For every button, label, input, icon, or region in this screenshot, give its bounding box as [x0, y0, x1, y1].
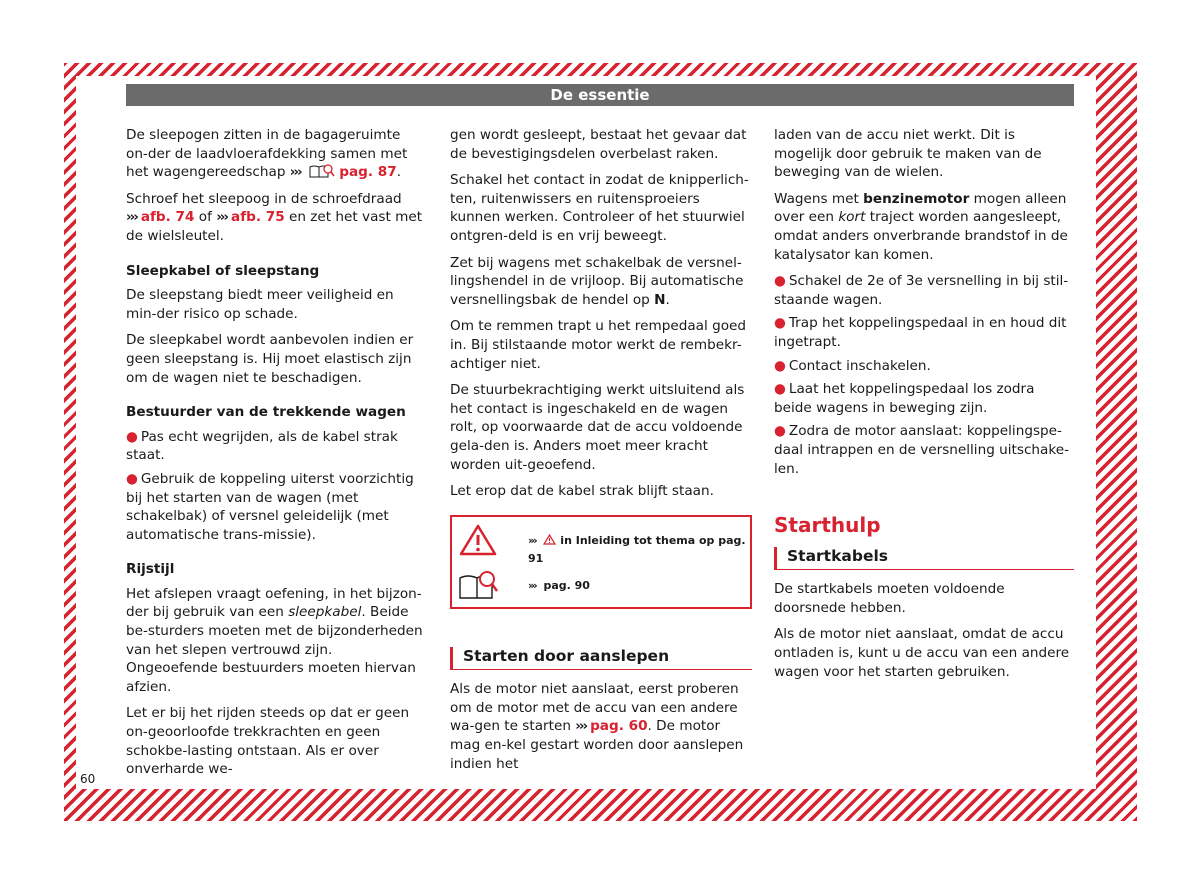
section-title: Startkabels: [774, 547, 1074, 571]
paragraph: Let erop dat de kabel strak blijft staan.: [450, 483, 714, 500]
paragraph: Wagens met benzinemotor mogen alleen over een kort traject worden aangesleept, omdat anders onverbrande brandstof in de katalysator kan komen.: [774, 190, 1068, 263]
page-number: 60: [80, 772, 96, 786]
bullet-icon: ●: [774, 315, 786, 332]
manual-row: [452, 562, 750, 607]
paragraph: gen wordt gesleept, bestaat het gevaar dat de bevestigingsdelen overbelast raken.: [450, 127, 747, 162]
chapter-title: Starthulp: [774, 513, 881, 538]
link-arrows-icon: ›››: [528, 533, 536, 547]
paragraph: De sleepstang biedt meer veiligheid en min-der risico op schade.: [126, 287, 394, 322]
paragraph: Het afslepen vraagt oefening, in het bijzon-der bij gebruik van een sleepkabel. Beide be-sturders moeten met de bijzonderheden van het slepen vertrouwd zijn. Ongeoefende bestuurders moeten hiervan afzien.: [126, 585, 423, 695]
paragraph: Let er bij het rijden steeds op dat er geen on-geoorloofde trekkrachten en geen schokbe-lasting ontstaan. Als er over onverharde we-: [126, 705, 410, 778]
list-item: ● Laat het koppelingspedaal los zodra beide wagens in beweging zijn.: [774, 381, 1035, 416]
section-title: Starten door aanslepen: [450, 647, 752, 671]
column-1: [126, 126, 426, 787]
list-item: ● Schakel de 2e of 3e versnelling in bij stil-staande wagen.: [774, 273, 1069, 308]
link-arrows-icon: ›››: [216, 209, 228, 226]
paragraph: De sleepkabel wordt aanbevolen indien er geen sleepstang is. Hij moet elastisch zijn om de wagen niet te beschadigen.: [126, 332, 414, 386]
paragraph: Als de motor niet aanslaat, omdat de accu ontladen is, kunt u de accu van een andere wagen voor het starten gebruiken.: [774, 626, 1070, 680]
bullet-icon: ●: [126, 428, 138, 445]
bullet-icon: ●: [774, 381, 786, 398]
list-item: ● Trap het koppelingspedaal in en houd dit ingetrapt.: [774, 315, 1067, 350]
warning-reference[interactable]: ››› in Inleiding tot thema op pag. 91: [528, 533, 746, 566]
bullet-icon: ●: [774, 273, 786, 290]
list-item: ● Gebruik de koppeling uiterst voorzichtig bij het starten van de wagen (met schakelbak) of versnel geleidelijk (met automatische trans-missie).: [126, 470, 414, 543]
column-2: [450, 126, 752, 781]
figure-reference-link[interactable]: afb. 74: [140, 209, 195, 226]
paragraph: Om te remmen trapt u het rempedaal goed in. Bij stilstaande motor werkt de rembekr-achtiger niet.: [450, 318, 747, 372]
figure-reference-link[interactable]: afb. 75: [231, 209, 285, 226]
page-reference-link[interactable]: pag. 87: [339, 164, 397, 181]
subheading: Rijstijl: [126, 561, 175, 578]
bullet-icon: ●: [774, 423, 786, 440]
manual-reference[interactable]: ››› pag. 90: [528, 578, 590, 592]
column-3: [774, 126, 1074, 689]
warning-triangle-icon: [458, 523, 498, 557]
bullet-icon: ●: [774, 357, 786, 374]
link-arrows-icon: ›››: [528, 578, 536, 592]
list-item: ● Pas echt wegrijden, als de kabel strak staat.: [126, 428, 398, 464]
list-item: ● Contact inschakelen.: [774, 357, 931, 374]
paragraph: Schakel het contact in zodat de knipperlich-ten, ruitenwissers en ruitensproeiers kunnen werken. Controleer of het stuurwiel ontgren-deld is en vrij beweegt.: [450, 172, 749, 244]
warning-row: [452, 517, 750, 566]
link-arrows-icon: ›››: [126, 209, 137, 226]
subheading: Bestuurder van de trekkende wagen: [126, 404, 406, 421]
paragraph: De sleepogen zitten in de bagageruimte on-der de laadvloerafdekking samen met het wagengereedschap ››› pag. 87.: [126, 127, 408, 181]
list-item: ● Zodra de motor aanslaat: koppelingspe-daal intrappen en de versnelling uitschake-len.: [774, 423, 1070, 477]
paragraph: Schroef het sleepoog in de schroefdraad ››› afb. 74 of ››› afb. 75 en zet het vast met de wielsleutel.: [126, 190, 423, 244]
paragraph: Zet bij wagens met schakelbak de versnel-lingshendel in de vrijloop. Bij automatische versnellingsbak de hendel op N.: [450, 254, 744, 308]
page-reference-link[interactable]: pag. 60: [590, 718, 648, 735]
page-header: De essentie: [126, 84, 1074, 106]
book-magnifier-icon: [309, 164, 335, 178]
paragraph: De stuurbekrachtiging werkt uitsluitend als het contact is ingeschakeld en de wagen rolt, op voorwaarde dat de accu voldoende gela-den is. Anders moet meer kracht worden uit-geoefend.: [450, 382, 745, 473]
paragraph: laden van de accu niet werkt. Dit is mogelijk door gebruik te maken van de beweging van de wielen.: [774, 127, 1042, 181]
paragraph: De startkabels moeten voldoende doorsnede hebben.: [774, 581, 1005, 616]
small-warning-icon: [543, 534, 556, 545]
bullet-icon: ●: [126, 470, 138, 487]
link-arrows-icon: ›››: [575, 718, 587, 735]
link-arrows-icon: ›››: [289, 164, 301, 181]
paragraph: Als de motor niet aanslaat, eerst proberen om de motor met de accu van een andere wa-gen te starten ››› pag. 60. De motor mag en-kel gestart worden door aanslepen indien het: [450, 681, 744, 772]
subheading: Sleepkabel of sleepstang: [126, 262, 320, 279]
warning-box: [450, 515, 752, 609]
book-magnifier-icon: [458, 568, 498, 602]
